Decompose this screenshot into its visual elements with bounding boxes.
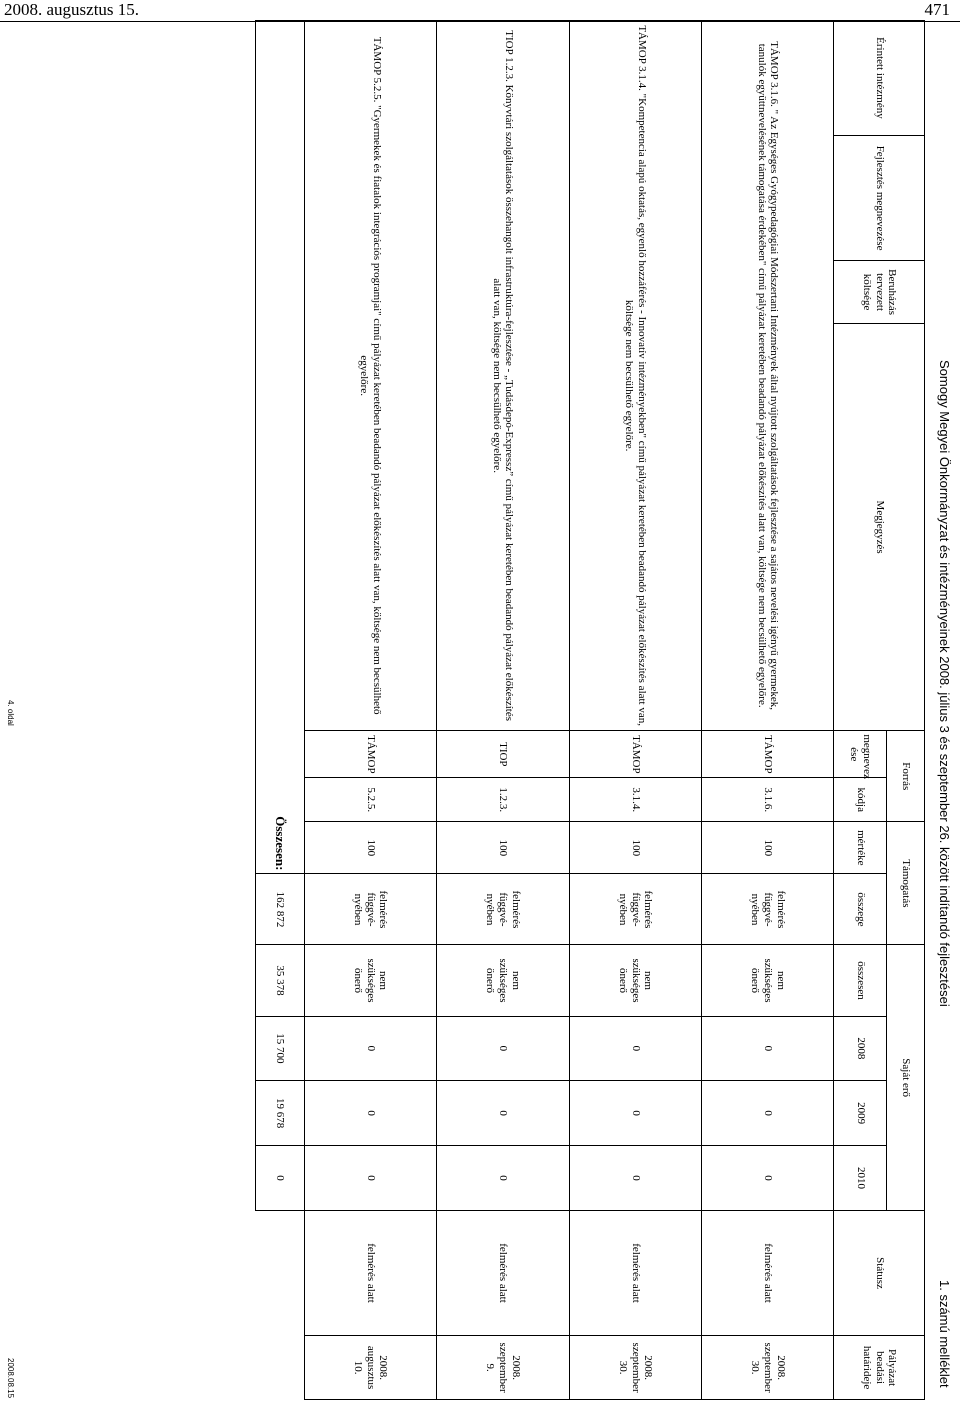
row-status: felmérés alatt <box>437 1210 569 1335</box>
total-empty <box>256 1210 305 1335</box>
row-2008: 0 <box>702 1016 834 1081</box>
col-deadline: Pályázat beadási határideje <box>834 1336 925 1400</box>
table-row <box>702 21 834 1400</box>
table-row <box>437 21 569 1400</box>
total-own: 35 378 <box>256 945 305 1016</box>
row-source-name: TIOP <box>437 731 569 778</box>
row-source-name: TÁMOP <box>569 731 701 778</box>
col-support-amount: összege <box>834 874 887 945</box>
col-status: Státusz <box>834 1210 925 1335</box>
row-deadline: 2008. szeptember 30. <box>702 1336 834 1400</box>
document-title: Somogy Megyei Önkormányzat és intézményeinek 2008. július 3 és szeptember 26. között indítandó fejlesztései <box>937 360 952 1007</box>
col-own-total: összesen <box>834 945 887 1016</box>
row-2008: 0 <box>437 1016 569 1081</box>
row-amount: felmérés függvé- nyében <box>702 874 834 945</box>
row-source-name: TÁMOP <box>304 731 436 778</box>
total-amount: 162 872 <box>256 874 305 945</box>
col-name: Fejlesztés megnevezése <box>834 135 925 260</box>
row-2009: 0 <box>702 1081 834 1146</box>
page-header-date: 2008. augusztus 15. <box>4 0 140 19</box>
row-description: TÁMOP 3.1.4. "Kompetencia alapú oktatás, egyenlő hozzáférés - Innovatív intézményekben" című pályázat keretében beadandó pályázat előkészítés alatt van, költsége nem becsülhető egyelőre. <box>569 21 701 731</box>
row-description: TÁMOP 5.2.5. "Gyermekek és fiatalok integrációs programjai" című pályázat keretében beadandó pályázat előkészítés alatt van, költsége nem becsülhető egyelőre. <box>304 21 436 731</box>
row-source-code: 5.2.5. <box>304 778 436 822</box>
total-empty <box>256 1336 305 1400</box>
row-description: TIOP 1.2.3. Könyvtári szolgáltatások összehangolt infrastruktúra-fejlesztése - „Tudásdepó-Expressz” című pályázat keretében beadandó pályázat előkészítés alatt van, költsége nem becsülhető egyelőre. <box>437 21 569 731</box>
row-source-name: TÁMOP <box>702 731 834 778</box>
table-row <box>569 21 701 1400</box>
col-own: Saját erő <box>887 945 925 1210</box>
footer-page: 4. oldal <box>6 700 15 726</box>
row-2010: 0 <box>702 1146 834 1211</box>
row-status: felmérés alatt <box>569 1210 701 1335</box>
row-rate: 100 <box>702 822 834 874</box>
developments-table <box>255 20 925 1400</box>
row-source-code: 1.2.3. <box>437 778 569 822</box>
col-note: Megjegyzés <box>834 323 925 730</box>
row-status: felmérés alatt <box>702 1210 834 1335</box>
col-own-2008: 2008 <box>834 1016 887 1081</box>
row-own-total: nem szükséges önerő <box>437 945 569 1016</box>
row-own-total: nem szükséges önerő <box>702 945 834 1016</box>
row-2010: 0 <box>437 1146 569 1211</box>
row-2010: 0 <box>304 1146 436 1211</box>
header-row-1 <box>887 21 925 1400</box>
footer-date: 2008.08.15 <box>6 1358 15 1399</box>
row-own-total: nem szükséges önerő <box>569 945 701 1016</box>
col-source-name: megnevez ése <box>834 731 887 778</box>
col-own-2009: 2009 <box>834 1081 887 1146</box>
row-source-code: 3.1.4. <box>569 778 701 822</box>
col-source-code: kódja <box>834 778 887 822</box>
total-2010: 0 <box>256 1146 305 1211</box>
row-deadline: 2008. szeptember 9. <box>437 1336 569 1400</box>
total-row <box>256 21 305 1400</box>
page-number: 471 <box>924 0 950 19</box>
row-source-code: 3.1.6. <box>702 778 834 822</box>
row-own-total: nem szükséges önerő <box>304 945 436 1016</box>
total-2008: 15 700 <box>256 1016 305 1081</box>
row-2009: 0 <box>569 1081 701 1146</box>
row-rate: 100 <box>304 822 436 874</box>
row-status: felmérés alatt <box>304 1210 436 1335</box>
col-institution: Érintett intézmény <box>834 21 925 136</box>
row-2009: 0 <box>304 1081 436 1146</box>
col-cost: Beruházás tervezett költsége <box>834 261 925 324</box>
row-rate: 100 <box>569 822 701 874</box>
row-2008: 0 <box>569 1016 701 1081</box>
row-amount: felmérés függvé- nyében <box>304 874 436 945</box>
row-deadline: 2008. szeptember 30. <box>569 1336 701 1400</box>
row-amount: felmérés függvé- nyében <box>437 874 569 945</box>
annex-label: 1. számú melléklet <box>937 1280 952 1388</box>
row-rate: 100 <box>437 822 569 874</box>
row-amount: felmérés függvé- nyében <box>569 874 701 945</box>
col-source: Forrás <box>887 731 925 822</box>
row-deadline: 2008. augusztus 10. <box>304 1336 436 1400</box>
table-row <box>304 21 436 1400</box>
row-2008: 0 <box>304 1016 436 1081</box>
col-support: Támogatás <box>887 822 925 945</box>
row-2010: 0 <box>569 1146 701 1211</box>
total-label: Összesen: <box>256 21 305 874</box>
col-support-rate: mértéke <box>834 822 887 874</box>
total-2009: 19 678 <box>256 1081 305 1146</box>
col-own-2010: 2010 <box>834 1146 887 1211</box>
row-2009: 0 <box>437 1081 569 1146</box>
row-description: TÁMOP 3.1.6. " Az Egységes Gyógypedagógiai Módszertani Intézmények által nyújtott szolgáltatások fejlesztése a sajátos nevelési igényű gyermekek, tanulók együttnevelésének támogatása érdekében" című pályázat keretében beadandó pályázat előkészítés alatt van, költsége nem becsülhető egyelőre. <box>702 21 834 731</box>
